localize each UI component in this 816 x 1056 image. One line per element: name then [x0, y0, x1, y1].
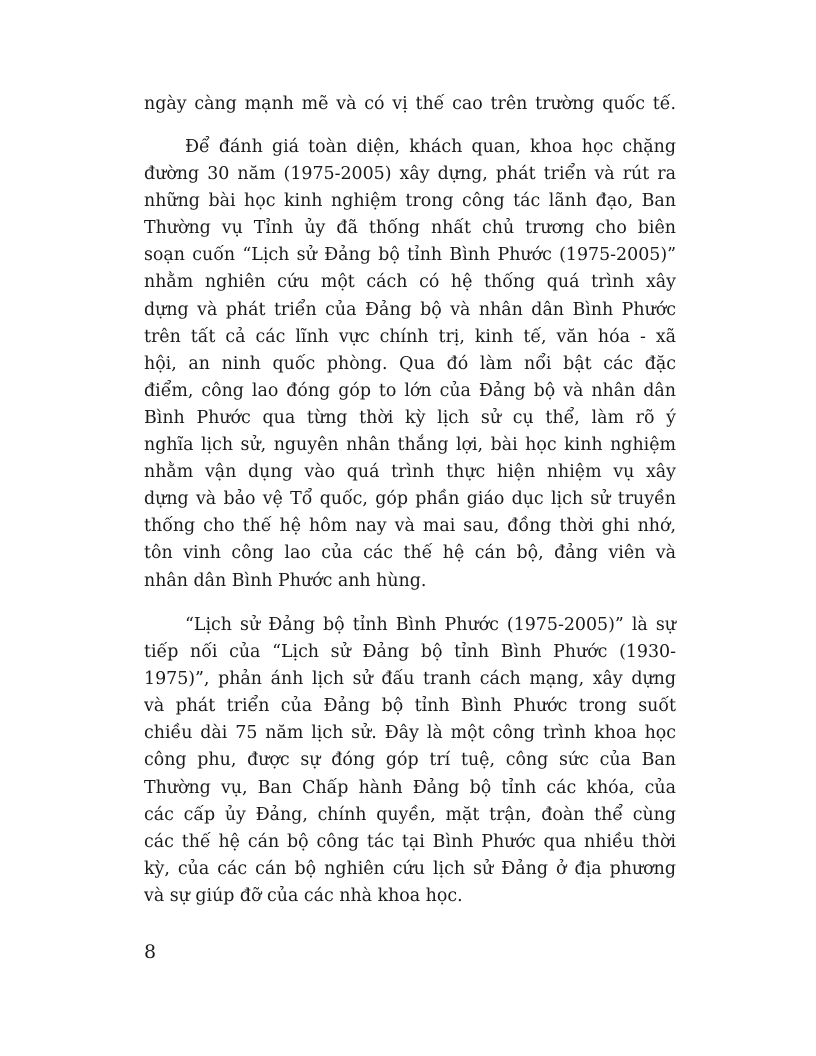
text-line: chiều dài 75 năm lịch sử. Đây là một công trình khoa học — [144, 723, 676, 744]
text-line: Để đánh giá toàn diện, khách quan, khoa học chặng — [185, 137, 676, 157]
text-line: soạn cuốn “Lịch sử Đảng bộ tỉnh Bình Phước (1975-2005)” — [144, 245, 676, 266]
text-line: 1975)”, phản ánh lịch sử đấu tranh cách mạng, xây dựng — [144, 669, 676, 690]
text-line: Thường vụ Tỉnh ủy đã thống nhất chủ trương cho biên — [144, 218, 676, 239]
text-line: Bình Phước qua từng thời kỳ lịch sử cụ thể, làm rõ ý — [144, 407, 676, 428]
paragraph-continuation-history — [144, 612, 676, 910]
text-line: nhằm vận dụng vào quá trình thực hiện nhiệm vụ xây — [144, 462, 676, 483]
page-number: 8 — [144, 941, 157, 963]
text-line: điểm, công lao đóng góp to lớn của Đảng bộ và nhân dân — [144, 380, 676, 401]
text-line: công phu, được sự đóng góp trí tuệ, công sức của Ban — [144, 750, 676, 771]
text-line: dựng và phát triển của Đảng bộ và nhân dân Bình Phước — [144, 299, 676, 320]
text-line: trên tất cả các lĩnh vực chính trị, kinh tế, văn hóa - xã — [144, 326, 676, 347]
text-line: tiếp nối của “Lịch sử Đảng bộ tỉnh Bình Phước (1930- — [144, 642, 676, 663]
text-line: “Lịch sử Đảng bộ tỉnh Bình Phước (1975-2005)” là sự — [185, 615, 676, 635]
text-line: và phát triển của Đảng bộ tỉnh Bình Phước trong suốt — [144, 696, 676, 717]
paragraph-purpose — [144, 134, 676, 595]
text-line: Thường vụ, Ban Chấp hành Đảng bộ tỉnh các khóa, của — [144, 777, 676, 798]
text-line: đường 30 năm (1975-2005) xây dựng, phát triển và rút ra — [144, 164, 676, 185]
text-line: ngày càng mạnh mẽ và có vị thế cao trên trường quốc tế. — [144, 94, 676, 114]
text-line: hội, an ninh quốc phòng. Qua đó làm nổi bật các đặc — [144, 353, 676, 374]
text-line: các thế hệ cán bộ công tác tại Bình Phước qua nhiều thời — [144, 831, 676, 852]
text-line: nhằm nghiên cứu một cách có hệ thống quá trình xây — [144, 272, 676, 293]
text-line: và sự giúp đỡ của các nhà khoa học. — [144, 885, 463, 906]
text-line: nhân dân Bình Phước anh hùng. — [144, 570, 427, 591]
text-line: nghĩa lịch sử, nguyên nhân thắng lợi, bài học kinh nghiệm — [144, 435, 676, 456]
text-line: tôn vinh công lao của các thế hệ cán bộ, đảng viên và — [144, 543, 676, 564]
paragraph-continuation — [144, 91, 676, 118]
text-line: thống cho thế hệ hôm nay và mai sau, đồng thời ghi nhớ, — [144, 516, 676, 537]
text-line: kỳ, của các cán bộ nghiên cứu lịch sử Đảng ở địa phương — [144, 858, 676, 879]
text-line: những bài học kinh nghiệm trong công tác lãnh đạo, Ban — [144, 191, 676, 212]
text-line: dựng và bảo vệ Tổ quốc, góp phần giáo dục lịch sử truyền — [144, 489, 676, 510]
text-line: các cấp ủy Đảng, chính quyền, mặt trận, đoàn thể cùng — [144, 804, 676, 825]
